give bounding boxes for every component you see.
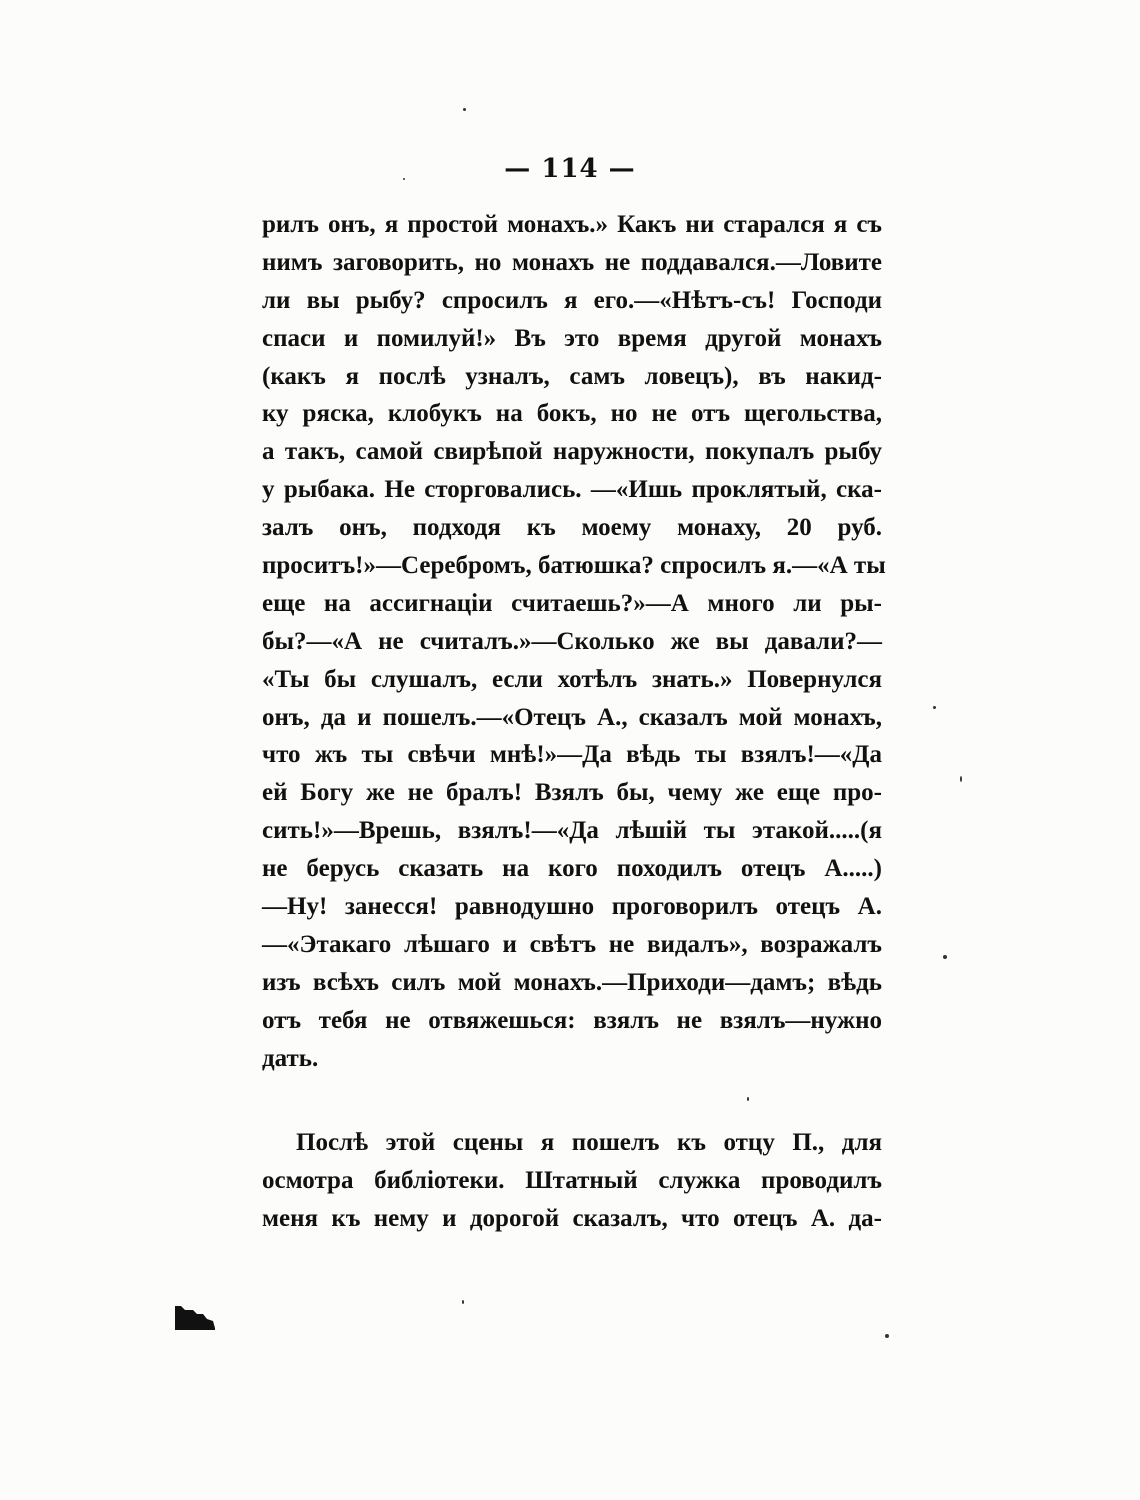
- text-line: изъ всѣхъ силъ мой монахъ.—Приходи—дамъ; вѣдь: [262, 968, 882, 996]
- text-line: еще на ассигнаціи считаешь?»—А много ли ры-: [262, 589, 882, 617]
- text-line: меня къ нему и дорогой сказалъ, что отецъ А. да-: [262, 1204, 882, 1232]
- text-line: сить!»—Врешь, взялъ!—«Да лѣшій ты этакой.....(я: [262, 817, 882, 845]
- text-line: отъ тебя не отвяжешься: взялъ не взялъ—нужно: [262, 1006, 882, 1034]
- page-number: — 114 —: [504, 154, 636, 184]
- text-line: ку ряска, клобукъ на бокъ, но не отъ щегольства,: [262, 400, 882, 428]
- text-line: проситъ!»—Серебромъ, батюшка? спросилъ я.—«А ты: [262, 552, 886, 580]
- scan-speck: [403, 178, 405, 180]
- scan-speck: [943, 955, 947, 959]
- text-line: —Ну! занесся! равнодушно проговорилъ отецъ А.: [262, 893, 882, 921]
- text-line: —«Этакаго лѣшаго и свѣтъ не видалъ», возражалъ: [262, 930, 882, 958]
- paragraph-2: [262, 1124, 882, 1238]
- scan-speck: [747, 1097, 749, 1101]
- text-line: ли вы рыбу? спросилъ я его.—«Нѣтъ-съ! Господи: [262, 286, 882, 314]
- text-line: не берусь сказать на кого походилъ отецъ А.....): [262, 855, 882, 883]
- text-line: дать.: [262, 1044, 319, 1072]
- text-line: что жъ ты свѣчи мнѣ!»—Да вѣдь ты взялъ!—«Да: [262, 741, 882, 769]
- scan-speck: [933, 706, 936, 709]
- text-line: осмотра библіотеки. Штатный служка проводилъ: [262, 1166, 882, 1194]
- scan-speck: [463, 108, 466, 111]
- text-line: нимъ заговорить, но монахъ не поддавался.—Ловите: [262, 248, 882, 276]
- text-line: ей Богу же не бралъ! Взялъ бы, чему же еще про-: [262, 779, 882, 807]
- text-line: а такъ, самой свирѣпой наружности, покупалъ рыбу: [262, 438, 882, 466]
- text-line: залъ онъ, подходя къ моему монаху, 20 руб.: [262, 514, 882, 542]
- text-line: бы?—«А не считалъ.»—Сколько же вы давали?—: [262, 627, 882, 655]
- text-line: онъ, да и пошелъ.—«Отецъ А., сказалъ мой монахъ,: [262, 703, 882, 731]
- text-line: у рыбака. Не сторговались. —«Ишь проклятый, ска-: [262, 476, 882, 504]
- scan-thumb-mark: [175, 1306, 215, 1330]
- text-line: Послѣ этой сцены я пошелъ къ отцу П., для: [296, 1129, 882, 1156]
- scan-speck: [462, 1300, 464, 1304]
- text-line: рилъ онъ, я простой монахъ.» Какъ ни старался я съ: [262, 211, 882, 238]
- scan-speck: [960, 776, 962, 782]
- text-line: (какъ я послѣ узналъ, самъ ловецъ), въ накид-: [262, 362, 882, 390]
- text-line: спаси и помилуй!» Въ это время другой монахъ: [262, 324, 882, 352]
- scan-speck: [885, 1334, 889, 1338]
- text-line: «Ты бы слушалъ, если хотѣлъ знать.» Повернулся: [262, 665, 882, 693]
- paragraph-1: [262, 206, 886, 1077]
